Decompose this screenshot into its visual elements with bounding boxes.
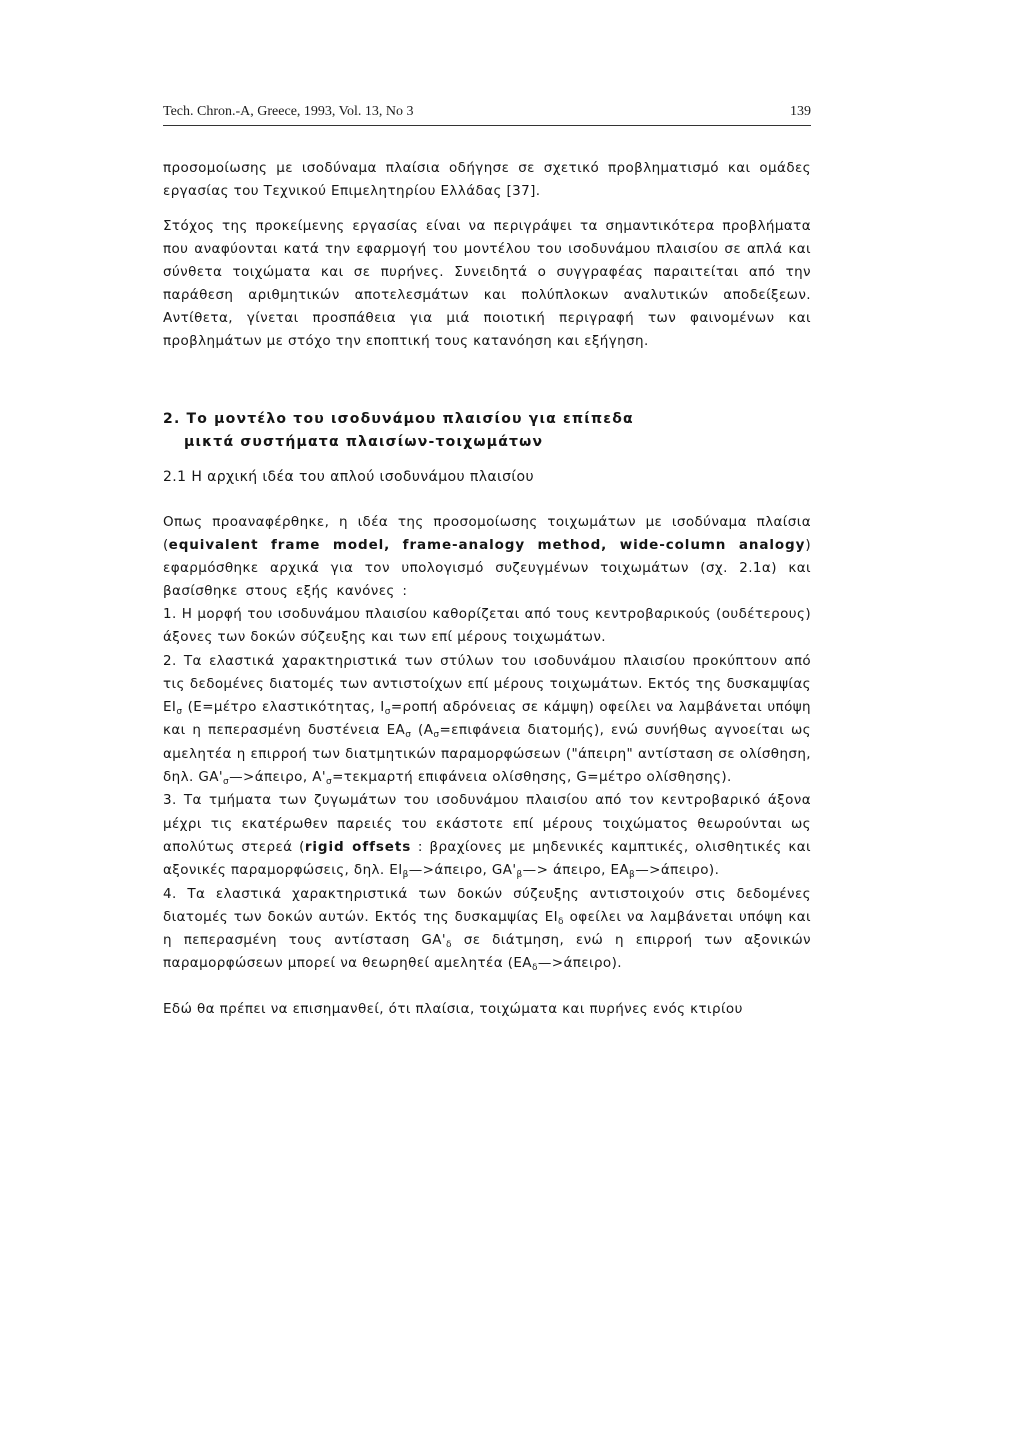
section-heading-line-1: 2. Το μοντέλο του ισοδυνάμου πλαισίου για επίπεδα	[163, 411, 634, 427]
rules-list	[163, 603, 811, 976]
intro-paragraph-2: Στόχος της προκείμενης εργασίας είναι να περιγράψει τα σημαντικότερα προβλήματα που αναφύονται κατά την εφαρμογή του μοντέλου του ισοδυνάμου πλαισίου σε απλά και σύνθετα τοιχώματα και σε πυρήνες. Συνειδητά ο συγγραφέας παραιτείται από την παράθεση αριθμητικών αποτελεσμάτων και πολύπλοκων αναλυτικών αποδείξεων. Αντίθετα, γίνεται προσπάθεια για μιά ποιοτική περιγραφή των φαινομένων και προβλημάτων με στόχο την εποπτική τους κατανόηση και εξήγηση.	[163, 218, 811, 349]
running-head: Tech. Chron.-A, Greece, 1993, Vol. 13, No 3	[163, 104, 414, 119]
page-body	[163, 157, 811, 1021]
page-number: 139	[790, 104, 811, 119]
rule-4: 4. Τα ελαστικά χαρακτηριστικά των δοκών σύζευξης αντιστοιχούν στις δεδομένες διατομές των δοκών αυτών. Εκτός της δυσκαμψίας $EI_\delta$ οφείλει να λαμβάνεται υπόψη και η πεπερασμένη τους αντίσταση $GA'_\delta$ σε διάτμηση, ενώ η επιρροή των αξονικών παραμορφώσεων μπορεί να θεωρηθεί αμελητέα $(EA_\delta—>ά\pi\varepsilon\iota\rho o)$.	[163, 885, 811, 974]
paragraph-equivalent-frame: Οπως προαναφέρθηκε, η ιδέα της προσομοίωσης τοιχωμάτων με ισοδύναμα πλαίσια (equivalent frame model, frame-analogy method, wide-column analogy) εφαρμόσθηκε αρχικά για τον υπολογισμό συζευγμένων τοιχωμάτων (σχ. 2.1α) και βασίσθηκε στους εξής κανόνες :	[163, 514, 811, 599]
rigid-offsets-term: rigid offsets	[304, 838, 412, 855]
running-header	[163, 104, 811, 126]
section-heading	[163, 408, 811, 454]
rule-1: 1. Η μορφή του ισοδυνάμου πλαισίου καθορίζεται από τους κεντροβαρικούς (ουδέτερους) άξονες των δοκών σύζευξης και των επί μέρους τοιχωμάτων.	[163, 606, 811, 646]
subsection-heading: 2.1 Η αρχική ιδέα του απλού ισοδυνάμου πλαισίου	[163, 469, 535, 485]
intro-paragraph-1: προσομοίωσης με ισοδύναμα πλαίσια οδήγησε σε σχετικό προβληματισμό και ομάδες εργασίας του Τεχνικού Επιμελητηρίου Ελλάδας [37].	[163, 160, 811, 199]
header-rule	[163, 125, 811, 126]
english-terms: equivalent frame model, frame-analogy method, wide-column analogy	[168, 537, 806, 553]
section-heading-line-2: μικτά συστήματα πλαισίων-τοιχωμάτων	[184, 434, 544, 450]
closing-paragraph: Εδώ θα πρέπει να επισημανθεί, ότι πλαίσια, τοιχώματα και πυρήνες ενός κτιρίου	[163, 1000, 743, 1017]
rule-2: 2. Τα ελαστικά χαρακτηριστικά των στύλων του ισοδυνάμου πλαισίου προκύπτουν από τις δεδομένες διατομές των αντιστοίχων επί μέρους τοιχωμάτων. Εκτός της δυσκαμψίας $EI_\sigma$ (E=μέτρο ελαστικότητας, $I_\sigma=\rho o\pi ή$ αδρόνειας σε κάμψη) οφείλει να λαμβάνεται υπόψη και η πεπερασμένη δυστένεια $EA_\sigma$ ($A_\sigma=\varepsilon\pi\iota\varphi ά\nu\varepsilon\iota\alpha$ διατομής), ενώ συνήθως αγνοείται ως αμελητέα η επιρροή των διατμητικών παραμορφώσεων ("άπειρη" αντίσταση σε ολίσθηση, δηλ. $GA'_\sigma—>ά\pi\varepsilon\iota\rho o$, $A'_\sigma=\tau\varepsilon\kappa\mu\alpha\rho\tau ή$ επιφάνεια ολίσθησης, G=μέτρο ολίσθησης).	[163, 652, 812, 788]
rule-3: 3. Τα τμήματα των ζυγωμάτων του ισοδυνάμου πλαισίου από τον κεντροβαρικό άξονα μέχρι τις εκατέρωθεν παρειές του εκάστοτε επί μέρους τοιχώματος θεωρούνται ως απολύτως στερεά (rigid offsets : βραχίονες με μηδενικές καμπτικές, ολισθητικές και αξονικές παραμορφώσεις, δηλ. $EI_\beta—>ά\pi\varepsilon\iota\rho o$, $GA'_\beta—> ά\pi\varepsilon\iota\rho o$, $EA_\beta—>ά\pi\varepsilon\iota\rho o$).	[163, 792, 811, 881]
